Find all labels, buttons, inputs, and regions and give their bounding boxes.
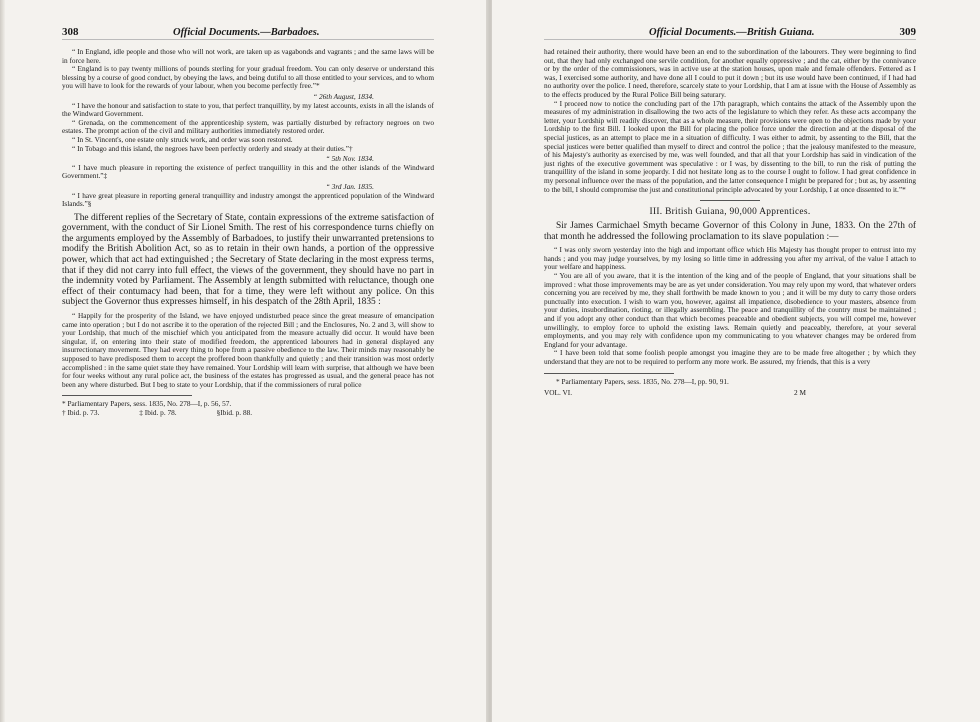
right-page	[492, 0, 980, 722]
page-footer	[544, 388, 916, 397]
quote-paragraph: “ I have great pleasure in reporting general tranquillity and industry amongst the apprenticed population of the Windward Islands.”§	[62, 190, 434, 209]
left-page	[0, 0, 488, 722]
quote-paragraph: “ In England, idle people and those who will not work, are taken up as vagabonds and vagrants ; and the same laws will be in force here.	[62, 47, 434, 65]
quote-paragraph: “ You are all of you aware, that it is the intention of the king and of the people of England, that your situations shall be improved : what those improvements may be are as yet under consideration. You may rely upon my word, that whatever orders concerning you are received by me, they shall forthwith be made known to you ; and it will be my duty to carry those orders punctually into execution. I wish to warn you, however, against all impatience, disobedience to your masters, absence from your duties, insubordination, rioting, or illegally assembling. The peace and tranquillity of the country must be maintained ; and if you adopt any other conduct than that which becomes peaceable and obedient subjects, you will compel me, however unwillingly, to employ force to uphold the existing laws. Remain quietly and peaceably, therefore, at your several employments, and you may rely with confidence upon my communicating to you whatever changes may be ordered from England for your advantage.	[544, 271, 916, 349]
signature-mark: 2 M	[794, 388, 806, 398]
quote-paragraph: “ I have been told that some foolish people amongst you imagine they are to be made free altogether ; by which they understand that they are not to be required to perform any more work. Be assured, my friends, that this is a very	[544, 348, 916, 366]
left-page-header	[62, 26, 434, 40]
footnote: † Ibid. p. 73.	[62, 408, 100, 418]
quote-paragraph: “ Happily for the prosperity of the Island, we have enjoyed undisturbed peace since the great measure of emancipation came into operation ; but I do not ascribe it to the operation of the rejected Bill ; and the Enclosures, No. 2 and 3, will show to your Lordship, that much of the mischief which you anticipated from the measure actually did occur. It would have been singular, if, on entering into their state of modified freedom, the apprenticed labourers had in general displayed any insurrectionary movement. They had every thing to hope from a passive obedience to the law. Their minds may reasonably be supposed to have predisposed them to accept the proffered boon thankfully and quietly ; and their transition was most orderly accomplished : in the same quiet state they have remained. Your Lordship will learn with surprise, that although we have been for four weeks without any rural police act, the business of the estates has progressed as usual, and the general peace has not been any where disturbed. But I beg to state to your Lordship, that if the commissioners of rural police	[62, 311, 434, 389]
quote-paragraph: “ I proceed now to notice the concluding part of the 17th paragraph, which contains the attack of the Assembly upon the measures of my administration in disallowing the two acts of the legislature to which they refer. As these acts accompany the letter, your Lordship will readily discover, that as a whole measure, their provisions were open to the objections made by your Lordship to the first Bill. I looked upon the Bill for placing the police force under the direction and at the disposal of the special justices, as an attempt to place me in a situation of difficulty. I was either to admit, by assenting to the Bill, that the special justices were better qualified than myself to direct and control the police ; that the jealousy manifested to the measure, of his Majesty's authority as exercised by me, was well founded, and that all that your Lordship has said in vindication of the just rights of the executive government was speculative : or I was, by dissenting to the bill, to run the risk of putting the tranquillity of the island in some jeopardy. I did not hesitate long as to the course I ought to follow. I had great confidence in my personal influence over the mass of the population, and the latter consequence I might be prepared for ; but as, by assenting to the bill, I should compromise the just and constitutional principle advocated by your Lordship, I at once dissented to it.”*	[544, 98, 916, 194]
footnote-row	[62, 409, 434, 418]
quote-paragraph: “ England is to pay twenty millions of pounds sterling for your gradual freedom. You can only deserve or understand this blessing by a course of good conduct, by obeying the laws, and being dutiful to all those entitled to your services, and to whom you will have to look for the rewards of your labour, when you become perfectly free.”*	[62, 64, 434, 91]
footnote-rule	[544, 373, 674, 374]
dateline: “ 3rd Jan. 1835.	[325, 181, 374, 191]
right-page-content	[544, 26, 916, 397]
footnote-rule	[62, 395, 192, 396]
volume-label: VOL. VI.	[544, 388, 573, 398]
quote-paragraph: “ Grenada, on the commencement of the apprenticeship system, was partially disturbed by refractory negroes on two estates. The prompt action of the civil and military authorities immediately restored order.	[62, 117, 434, 136]
quote-paragraph: “ In St. Vincent's, one estate only struck work, and order was soon restored.	[72, 134, 293, 144]
quote-paragraph: “ I was only sworn yesterday into the high and important office which His Majesty has thought proper to entrust into my hands ; and you may judge yourselves, by my losing so little time in addressing you after my arrival, of the value I attach to your welfare and happiness.	[544, 245, 916, 272]
section-heading: III. British Guiana, 90,000 Apprentices.	[649, 207, 811, 218]
left-page-content	[62, 26, 434, 418]
quote-paragraph: “ I have the honour and satisfaction to state to you, that perfect tranquillity, by my latest accounts, exists in all the islands of the Windward Government.	[62, 100, 434, 119]
footnote: ‡ Ibid. p. 78.	[139, 408, 177, 418]
quote-paragraph: “ I have much pleasure in reporting the existence of perfect tranquillity in this and the other islands of the Windward Government.”‡	[62, 162, 434, 181]
footnote: §Ibid. p. 88.	[216, 408, 253, 418]
body-paragraph: Sir James Carmichael Smyth became Governor of this Colony in June, 1833. On the 27th of that month he addressed the following proclamation to its slave population :—	[544, 221, 916, 242]
running-title: Official Documents.—Barbadoes.	[172, 27, 320, 38]
page-number: 309	[899, 26, 916, 38]
body-paragraph: The different replies of the Secretary of State, contain expressions of the extreme satisfaction of government, with the conduct of Sir Lionel Smith. The rest of his correspondence turns chiefly on the arguments employed by the Assembly of Barbadoes, to justify their unwarranted pretensions to modify the British Abolition Act, so as to retain in their own hands, a portion of the oppressive power, which that act had extinguished ; the Secretary of State declaring in the most express terms, that if they did not carry into full effect, the views of the government, they should have no part in the indemnity voted by Parliament. The Assembly at length submitted with reluctance, though one effect of their contumacy had been, that for a time, they were left without any police. On this subject the Governor thus expresses himself, in his despatch of the 28th April, 1835 :	[62, 212, 434, 308]
dateline: “ 26th August, 1834.	[313, 91, 374, 101]
footnote: * Parliamentary Papers, sess. 1835, No. 278—I, p. 56, 57.	[62, 399, 232, 409]
footnote: * Parliamentary Papers, sess. 1835, No. 278—I, pp. 90, 91.	[556, 376, 729, 386]
dateline: “ 5th Nov. 1834.	[325, 154, 374, 164]
section-rule	[700, 200, 760, 201]
running-title: Official Documents.—British Guiana.	[649, 27, 815, 38]
page-edge-shadow	[0, 0, 5, 722]
right-page-header	[544, 26, 916, 40]
quote-paragraph: “ In Tobago and this island, the negroes have been perfectly orderly and steady at their duties.”†	[72, 143, 353, 153]
page-number: 308	[62, 26, 79, 38]
quote-paragraph: had retained their authority, there would have been an end to the subordination of the labourers. They were beginning to find out, that they had only exchanged one servile condition, for another equally oppressive ; and the cat, either by the connivance or by the order of the commissioners, was in active use at the station houses, upon male and female offenders. Fettered as I was, I exercised some authority, and have done all I could to put it down ; but its use would have been continued, if I had had no authority over the police. I need, therefore, scarcely state to your Lordship, that I am at issue with the House of Assembly as to the effects produced by the Rural Police Bill being saturary.	[544, 47, 916, 99]
